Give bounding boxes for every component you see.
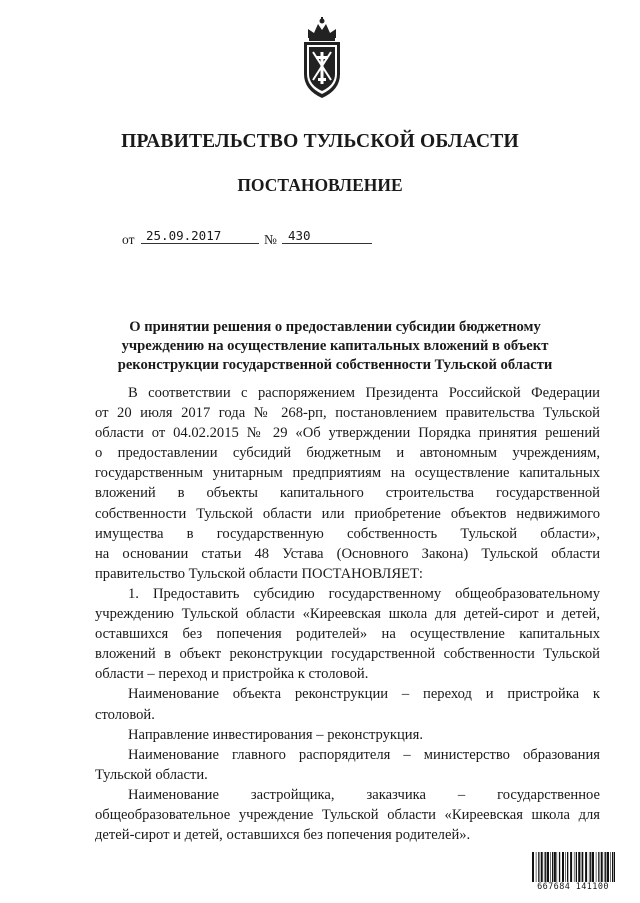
- barcode-bar: [547, 852, 549, 882]
- barcode-bar: [612, 852, 613, 882]
- body-line: В соответствии с распоряжением Президента Российской Федерации: [128, 385, 600, 401]
- body-line: общеобразовательное учреждение Тульской области «Киреевская школа для: [95, 806, 600, 823]
- barcode-bar: [536, 852, 537, 882]
- body-line: области от 04.02.2015 № 29 «Об утверждении Порядка принятия решений: [95, 425, 600, 442]
- barcode-bar: [550, 852, 551, 882]
- barcode-bar: [538, 852, 539, 882]
- body-line: учреждению Тульской области «Киреевская школа для детей-сирот и детей,: [95, 606, 600, 623]
- barcode-bar: [590, 852, 591, 882]
- date-number-line: [122, 226, 382, 248]
- barcode-bar: [589, 852, 590, 882]
- body-line: государственным унитарным предприятиям на осуществление капитальных: [95, 465, 600, 482]
- body-line: Наименование застройщика, заказчика – государственное: [128, 786, 600, 803]
- barcode-number: 667684 141100: [531, 882, 615, 893]
- document-type: ПОСТАНОВЛЕНИЕ: [237, 175, 403, 195]
- barcode-bar: [570, 852, 572, 882]
- body-line: детей-сирот и детей, оставшихся без попечения родителей».: [95, 827, 471, 844]
- barcode-bar: [614, 852, 615, 882]
- date-prefix: от: [122, 232, 135, 247]
- subject-line: О принятии решения о предоставлении субсидии бюджетному: [129, 319, 541, 335]
- barcode-bar: [578, 852, 580, 882]
- body-line: на основании статьи 48 Устава (Основного Закона) Тульской области: [95, 545, 600, 562]
- barcode-bar: [544, 852, 545, 882]
- body-line: 1. Предоставить субсидию государственному общеобразовательному: [128, 585, 600, 602]
- barcode-bar: [598, 852, 599, 882]
- barcode-bar: [592, 852, 594, 882]
- body-line: Наименование главного распорядителя – министерство образования: [128, 746, 600, 763]
- barcode-bar: [532, 852, 534, 882]
- barcode-bar: [567, 852, 568, 882]
- body-line: от 20 июля 2017 года № 268-рп, постановлением правительства Тульской: [95, 405, 600, 422]
- body-line: вложений в объекты капитального строительства государственной: [95, 485, 600, 502]
- document-body: [95, 383, 600, 845]
- body-line: о предоставлении субсидий бюджетным и автономным учреждениям,: [95, 445, 600, 462]
- barcode-bar: [554, 852, 556, 882]
- barcode-bar: [562, 852, 564, 882]
- barcode-bar: [565, 852, 566, 882]
- barcode-bar: [607, 852, 609, 882]
- barcode-bar: [604, 852, 605, 882]
- body-line: столовой.: [95, 706, 155, 723]
- subject-line: учреждению на осуществление капитальных вложений в объект: [121, 338, 549, 354]
- barcode-bar: [601, 852, 603, 882]
- barcode-bar: [581, 852, 582, 882]
- body-line: области – переход и пристройка к столовой.: [95, 666, 369, 683]
- body-line: имущества в государственную собственность Тульской области»,: [95, 525, 600, 542]
- barcode-bar: [610, 852, 611, 882]
- document-subject: [110, 318, 560, 375]
- barcode-bar: [545, 852, 546, 882]
- barcode-bar: [552, 852, 553, 882]
- barcode-bar: [559, 852, 560, 882]
- body-line: собственности Тульской области или приобретение объектов недвижимого: [95, 505, 600, 522]
- body-line: вложений в объект реконструкции государственной собственности Тульской: [95, 646, 600, 663]
- body-line: Наименование объекта реконструкции – переход и пристройка к: [128, 686, 600, 703]
- barcode-bar: [541, 852, 543, 882]
- barcode-bar: [582, 852, 583, 882]
- number-prefix: №: [264, 232, 277, 247]
- barcode-bar: [596, 852, 597, 882]
- body-line: оставшихся без попечения родителей» на осуществление капитальных: [95, 626, 600, 643]
- body-line: Тульской области.: [95, 766, 208, 783]
- barcode-bar: [585, 852, 587, 882]
- barcode-bar: [576, 852, 577, 882]
- barcode-bar: [557, 852, 558, 882]
- coat-of-arms-icon: [300, 16, 344, 100]
- body-line: правительство Тульской области ПОСТАНОВЛЯЕТ:: [95, 565, 423, 582]
- document-date: 25.09.2017: [146, 228, 222, 243]
- barcode-bar: [605, 852, 606, 882]
- barcode-bar: [574, 852, 575, 882]
- body-line: Направление инвестирования – реконструкция.: [128, 726, 423, 743]
- document-number: 430: [288, 228, 311, 243]
- government-title: ПРАВИТЕЛЬСТВО ТУЛЬСКОЙ ОБЛАСТИ: [121, 131, 519, 152]
- subject-line: реконструкции государственной собственности Тульской области: [117, 357, 553, 373]
